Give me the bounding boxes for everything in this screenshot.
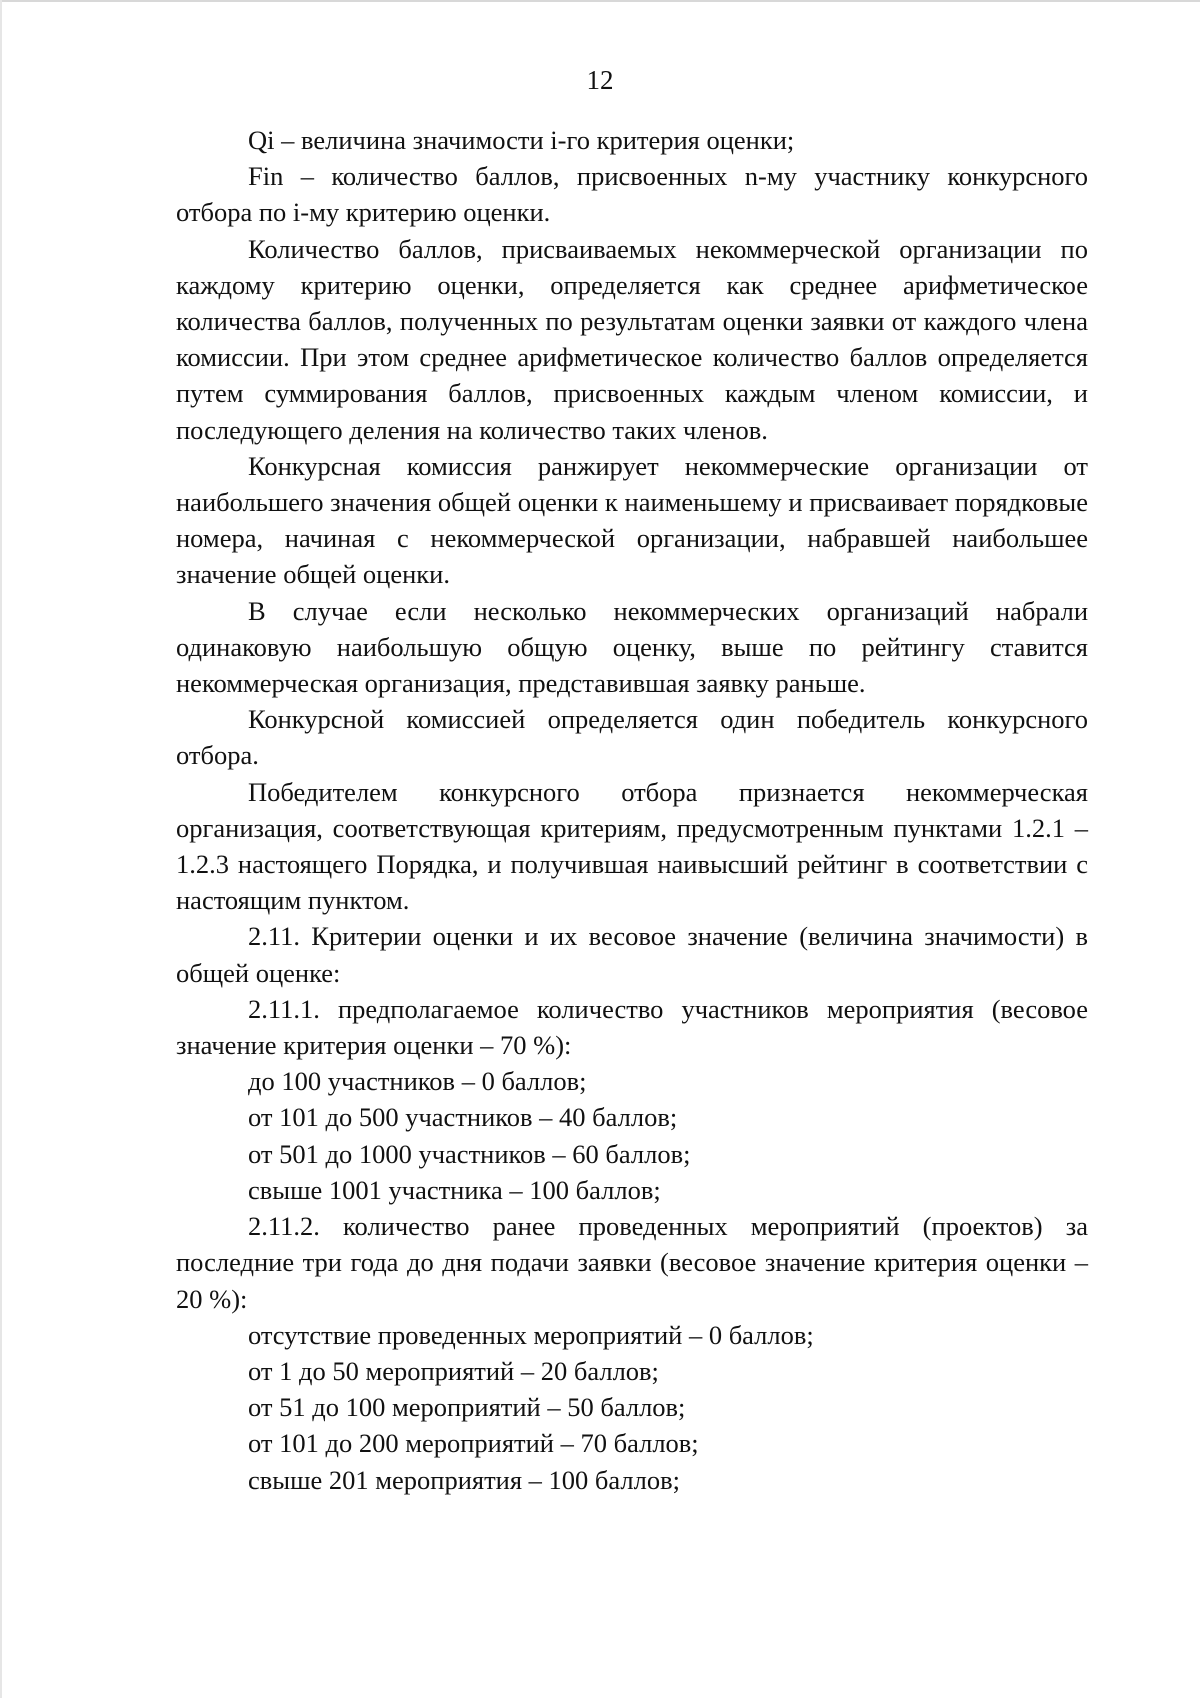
paragraph-criteria-heading: 2.11. Критерии оценки и их весовое значение (величина значимости) в общей оценке: [176, 921, 1088, 988]
list-item-participants-0: до 100 участников – 0 баллов; [248, 1066, 587, 1097]
paragraph-tie-rule: В случае если несколько некоммерческих организаций набрали одинаковую наибольшую общую оценку, выше по рейтингу ставится некоммерческая организация, представившая заявку раньше. [176, 595, 1088, 699]
list-item-events-70: от 101 до 200 мероприятий – 70 баллов; [248, 1428, 699, 1459]
paragraph-winner-definition: Победителем конкурсного отбора признается некоммерческая организация, соответствующая критериям, предусмотренным пунктами 1.2.1 – 1.2.3 настоящего Порядка, и получившая наивысший рейтинг в соответствии с настоящим пунктом. [176, 776, 1088, 916]
scan-edge-top [0, 0, 1200, 2]
paragraph-score-calculation: Количество баллов, присваиваемых некоммерческой организации по каждому критерию оценки, определяется как среднее арифметическое количества баллов, полученных по результатам оценки заявки от каждого члена комиссии. При этом среднее арифметическое количество баллов определяется путем суммирования баллов, присвоенных каждым членом комиссии, и последующего деления на количество таких членов. [176, 233, 1088, 445]
scan-edge-left [0, 0, 2, 1698]
paragraph-criterion-participants: 2.11.1. предполагаемое количество участников мероприятия (весовое значение критерия оценки – 70 %): [176, 993, 1088, 1061]
page-number: 12 [586, 65, 614, 95]
paragraph-criterion-events: 2.11.2. количество ранее проведенных мероприятий (проектов) за последние три года до дня подачи заявки (весовое значение критерия оценки – 20 %): [176, 1211, 1088, 1314]
list-item-events-100: свыше 201 мероприятия – 100 баллов; [248, 1464, 680, 1495]
list-item-participants-40: от 101 до 500 участников – 40 баллов; [248, 1102, 678, 1133]
list-item-events-50: от 51 до 100 мероприятий – 50 баллов; [248, 1392, 686, 1423]
paragraph-single-winner: Конкурсной комиссией определяется один победитель конкурсного отбора. [176, 704, 1088, 771]
list-item-events-20: от 1 до 50 мероприятий – 20 баллов; [248, 1355, 659, 1386]
document-text [176, 122, 1088, 1498]
paragraph-qi-definition: Qi – величина значимости i-го критерия оценки; [248, 125, 795, 155]
paragraph-ranking: Конкурсная комиссия ранжирует некоммерческие организации от наибольшего значения общей оценки к наименьшему и присваивает порядковые номера, начиная с некоммерческой организации, набравшей наибольшее значение общей оценки. [176, 450, 1088, 590]
list-item-participants-60: от 501 до 1000 участников – 60 баллов; [248, 1138, 691, 1169]
list-item-events-0: отсутствие проведенных мероприятий – 0 баллов; [248, 1319, 814, 1350]
list-item-participants-100: свыше 1001 участника – 100 баллов; [248, 1174, 661, 1205]
paragraph-fin-definition: Fin – количество баллов, присвоенных n-му участнику конкурсного отбора по i-му критерию оценки. [176, 161, 1088, 228]
